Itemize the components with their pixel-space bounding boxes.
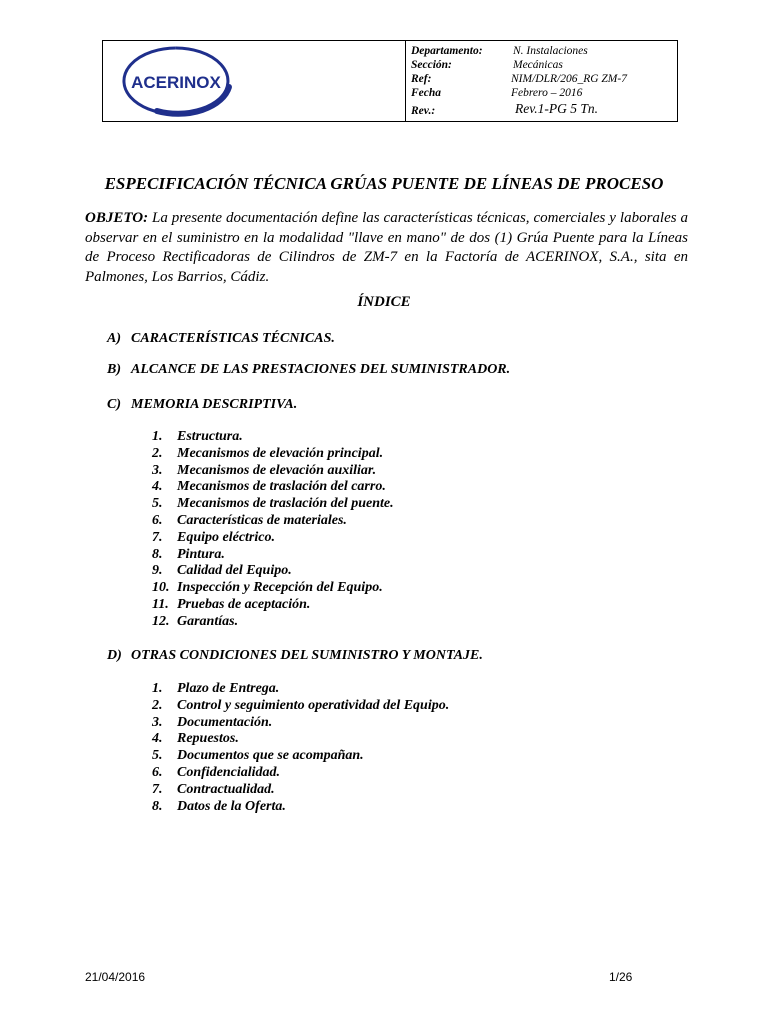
section-letter: C) (107, 397, 121, 412)
item-number: 6. (152, 512, 163, 528)
item-number: 3. (152, 714, 163, 730)
meta-value: Febrero – 2016 (511, 87, 583, 99)
list-item (152, 698, 449, 715)
item-number: 9. (152, 563, 163, 579)
section-d (107, 648, 483, 664)
list-item (152, 597, 394, 614)
section-title: MEMORIA DESCRIPTIVA. (131, 397, 298, 412)
item-number: 11. (152, 596, 169, 612)
list-item (152, 580, 394, 597)
item-text: Mecanismos de traslación del puente. (177, 496, 394, 512)
item-text: Características de materiales. (177, 512, 347, 528)
item-text: Plazo de Entrega. (177, 681, 280, 696)
list-item (152, 547, 394, 564)
item-text: Mecanismos de elevación principal. (177, 445, 384, 461)
list-item (152, 614, 394, 631)
item-text: Contractualidad. (177, 781, 275, 797)
item-text: Pintura. (177, 546, 225, 562)
objeto-paragraph (85, 209, 688, 287)
meta-label: Sección: (411, 59, 452, 71)
page-number: 1/26 (609, 970, 633, 984)
section-title: CARACTERÍSTICAS TÉCNICAS. (131, 331, 335, 346)
meta-value: Rev.1-PG 5 Tn. (515, 101, 598, 116)
objeto-text: La presente documentación define las características técnicas, comerciales y laborales a observar en el suministro en la modalidad "llave en mano" de dos (1) Grúa Puente para la Líneas de Proceso Rectificadoras de Cilindros de ZM-7 en la Factoría de ACERINOX, S.A., sita en Palmones, Los Barrios, Cádiz. (85, 210, 688, 285)
item-text: Estructura. (177, 429, 243, 444)
list-item (152, 429, 394, 446)
footer-date: 21/04/2016 (85, 970, 146, 984)
item-text: Garantías. (177, 613, 239, 629)
item-text: Equipo eléctrico. (177, 529, 275, 545)
item-text: Datos de la Oferta. (177, 798, 286, 814)
meta-label: Departamento: (411, 45, 483, 57)
section-c (107, 397, 297, 413)
item-number: 4. (152, 731, 163, 747)
acerinox-logo (117, 45, 235, 117)
meta-label: Rev.: (411, 105, 436, 117)
list-item (152, 496, 394, 513)
item-text: Pruebas de aceptación. (177, 596, 311, 612)
list-item (152, 530, 394, 547)
acerinox-logo-image (117, 45, 235, 117)
list-item (152, 715, 449, 732)
item-text: Mecanismos de traslación del carro. (177, 479, 386, 495)
memoria-list (152, 429, 394, 631)
item-number: 1. (152, 429, 163, 444)
header-meta (405, 41, 677, 121)
list-item (152, 463, 394, 480)
document-title: ESPECIFICACIÓN TÉCNICA GRÚAS PUENTE DE LÍNEAS DE PROCESO (104, 174, 664, 193)
item-number: 5. (152, 496, 163, 512)
section-letter: B) (107, 362, 121, 377)
item-number: 12. (152, 613, 170, 629)
item-number: 2. (152, 445, 163, 461)
otras-condiciones-list (152, 681, 449, 815)
logo-text: ACERINOX (131, 73, 221, 92)
list-item (152, 765, 449, 782)
section-letter: D) (107, 648, 122, 663)
item-text: Calidad del Equipo. (177, 563, 292, 579)
section-title: ALCANCE DE LAS PRESTACIONES DEL SUMINISTRADOR. (131, 362, 511, 377)
item-text: Repuestos. (177, 731, 239, 747)
list-item (152, 563, 394, 580)
document-header (102, 40, 678, 122)
section-letter: A) (107, 331, 121, 346)
list-item (152, 799, 449, 816)
item-number: 8. (152, 546, 163, 562)
list-item (152, 446, 394, 463)
item-number: 7. (152, 529, 163, 545)
item-number: 1. (152, 681, 163, 696)
item-number: 7. (152, 781, 163, 797)
item-text: Confidencialidad. (177, 764, 281, 780)
item-number: 5. (152, 748, 163, 764)
item-text: Mecanismos de elevación auxiliar. (177, 462, 377, 478)
item-number: 6. (152, 764, 163, 780)
meta-label: Ref: (411, 73, 432, 85)
item-number: 10. (152, 580, 170, 596)
item-text: Inspección y Recepción del Equipo. (177, 580, 383, 596)
list-item (152, 731, 449, 748)
item-text: Documentación. (177, 714, 273, 730)
meta-value: N. Instalaciones (513, 45, 588, 57)
objeto-label: OBJETO: (85, 210, 149, 226)
list-item (152, 782, 449, 799)
meta-label: Fecha (411, 87, 442, 99)
section-title: OTRAS CONDICIONES DEL SUMINISTRO Y MONTAJE. (131, 648, 483, 663)
meta-value: NIM/DLR/206_RG ZM-7 (511, 73, 627, 85)
logo-cell (103, 41, 405, 121)
list-item (152, 513, 394, 530)
item-number: 4. (152, 479, 163, 495)
list-item (152, 681, 449, 698)
item-number: 3. (152, 462, 163, 478)
item-number: 2. (152, 697, 163, 713)
list-item (152, 748, 449, 765)
section-b (107, 362, 510, 378)
meta-value: Mecánicas (513, 59, 563, 71)
list-item (152, 479, 394, 496)
item-text: Control y seguimiento operatividad del Equipo. (177, 697, 450, 713)
section-a (107, 331, 335, 347)
indice-heading: ÍNDICE (357, 294, 411, 310)
item-text: Documentos que se acompañan. (177, 748, 364, 764)
item-number: 8. (152, 798, 163, 814)
